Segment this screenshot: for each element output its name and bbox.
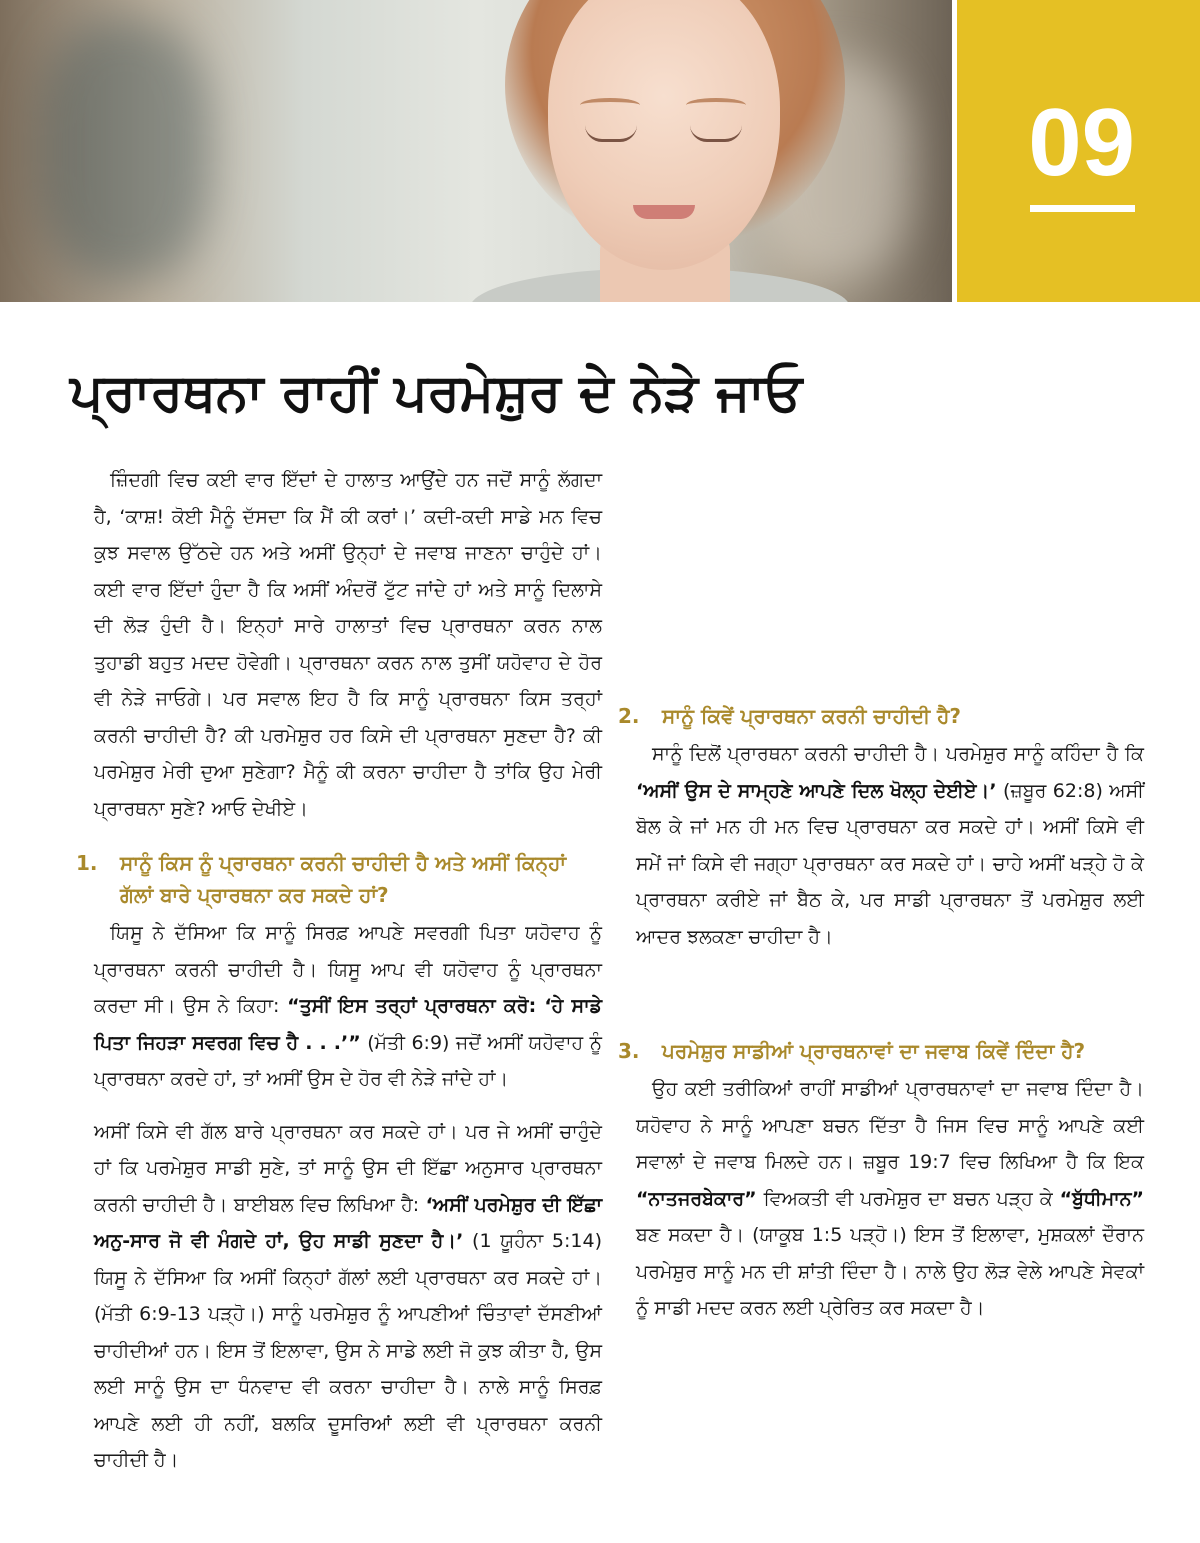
q3-text-c: ਬਣ ਸਕਦਾ ਹੈ। (ਯਾਕੂਬ 1:5 ਪੜ੍ਹੋ।) ਇਸ ਤੋਂ ਇਲਾਵਾ, ਮੁਸ਼ਕਲਾਂ ਦੌਰਾਨ ਪਰਮੇਸ਼ੁਰ ਸਾਨੂੰ ਮਨ ਦੀ ਸ਼ਾਂਤੀ ਦਿੰਦਾ ਹੈ। ਨਾਲੇ ਉਹ ਲੋੜ ਵੇਲੇ ਆਪਣੇ ਸੇਵਕਾਂ ਨੂੰ ਸਾਡੀ ਮਦਦ ਕਰਨ ਲਈ ਪ੍ਰੇਰਿਤ ਕਰ ਸਕਦਾ ਹੈ।	[636, 1224, 1144, 1319]
right-column-section-2	[618, 700, 1144, 955]
q3-text-b: ਵਿਅਕਤੀ ਵੀ ਪਰਮੇਸ਼ੁਰ ਦਾ ਬਚਨ ਪੜ੍ਹ ਕੇ	[756, 1187, 1060, 1210]
question-1-number: 1.	[76, 851, 98, 875]
question-2-heading	[618, 700, 1144, 732]
q3-quote-wise: “ਬੁੱਧੀਮਾਨ”	[1059, 1187, 1144, 1210]
question-1-paragraph-2-start	[94, 1114, 602, 1479]
question-2-paragraph	[636, 736, 1144, 955]
q3-quote-inexperienced: “ਨਾਤਜਰਬੇਕਾਰ”	[636, 1187, 757, 1210]
photo-smile	[633, 205, 695, 219]
q2-quote: ‘ਅਸੀਂ ਉਸ ਦੇ ਸਾਮ੍ਹਣੇ ਆਪਣੇ ਦਿਲ ਖੋਲ੍ਹ ਦੇਈਏ।’	[636, 779, 997, 802]
lesson-number: 09	[1028, 89, 1135, 196]
background-blur-left	[40, 20, 210, 280]
photo-brow-left	[580, 98, 640, 112]
q1-p2-text-b: (1 ਯੂਹੰਨਾ 5:14) ਯਿਸੂ ਨੇ ਦੱਸਿਆ ਕਿ ਅਸੀਂ ਕਿਨ੍ਹਾਂ ਗੱਲਾਂ ਲਈ ਪ੍ਰਾਰਥਨਾ ਕਰ ਸਕਦੇ ਹਾਂ। (ਮੱਤੀ 6:9-13 ਪੜ੍ਹੋ।) ਸਾਨੂੰ ਪਰਮੇਸ਼ੁਰ ਨੂੰ ਆਪਣੀਆਂ ਚਿੰਤਾਵਾਂ ਦੱਸਣੀਆਂ ਚਾਹੀਦੀਆਂ ਹਨ। ਇਸ ਤੋਂ ਇਲਾਵਾ, ਉਸ ਨੇ ਸਾਡੇ ਲਈ ਜੋ ਕੁਝ ਕੀਤਾ ਹੈ, ਉਸ ਲਈ ਸਾਨੂੰ ਉਸ ਦਾ ਧੰਨਵਾਦ ਵੀ ਕਰਨਾ ਚਾਹੀਦਾ ਹੈ। ਨਾਲੇ ਸਾਨੂੰ ਸਿਰਫ਼ ਆਪਣੇ ਲਈ ਹੀ ਨਹੀਂ, ਬਲਕਿ ਦੂਸਰਿਆਂ ਲਈ ਵੀ ਪ੍ਰਾਰਥਨਾ ਕਰਨੀ ਚਾਹੀਦੀ ਹੈ।	[94, 1230, 602, 1471]
question-3-text: ਪਰਮੇਸ਼ੁਰ ਸਾਡੀਆਂ ਪ੍ਰਾਰਥਨਾਵਾਂ ਦਾ ਜਵਾਬ ਕਿਵੇਂ ਦਿੰਦਾ ਹੈ?	[662, 1039, 1086, 1063]
q2-text-b: (ਜ਼ਬੂਰ 62:8) ਅਸੀਂ ਬੋਲ ਕੇ ਜਾਂ ਮਨ ਹੀ ਮਨ ਵਿਚ ਪ੍ਰਾਰਥਨਾ ਕਰ ਸਕਦੇ ਹਾਂ। ਅਸੀਂ ਕਿਸੇ ਵੀ ਸਮੇਂ ਜਾਂ ਕਿਸੇ ਵੀ ਜਗ੍ਹਾ ਪ੍ਰਾਰਥਨਾ ਕਰ ਸਕਦੇ ਹਾਂ। ਚਾਹੇ ਅਸੀਂ ਖੜ੍ਹੇ ਹੋ ਕੇ ਪ੍ਰਾਰਥਨਾ ਕਰੀਏ ਜਾਂ ਬੈਠ ਕੇ, ਪਰ ਸਾਡੀ ਪ੍ਰਾਰਥਨਾ ਤੋਂ ਪਰਮੇਸ਼ੁਰ ਲਈ ਆਦਰ ਝਲਕਣਾ ਚਾਹੀਦਾ ਹੈ।	[636, 779, 1144, 948]
question-2-number: 2.	[618, 704, 640, 728]
question-1-text: ਸਾਨੂੰ ਕਿਸ ਨੂੰ ਪ੍ਰਾਰਥਨਾ ਕਰਨੀ ਚਾਹੀਦੀ ਹੈ ਅਤੇ ਅਸੀਂ ਕਿਨ੍ਹਾਂ ਗੱਲਾਂ ਬਾਰੇ ਪ੍ਰਾਰਥਨਾ ਕਰ ਸਕਦੇ ਹਾਂ?	[120, 851, 567, 907]
q1-p2-quote: ‘ਅਸੀਂ ਪਰਮੇਸ਼ੁਰ ਦੀ ਇੱਛਾ ਅਨੁ-ਸਾਰ ਜੋ ਵੀ ਮੰਗਦੇ ਹਾਂ, ਉਹ ਸਾਡੀ ਸੁਣਦਾ ਹੈ।’	[94, 1193, 603, 1252]
question-3-paragraph	[636, 1071, 1144, 1327]
q2-text-a: ਸਾਨੂੰ ਦਿਲੋਂ ਪ੍ਰਾਰਥਨਾ ਕਰਨੀ ਚਾਹੀਦੀ ਹੈ। ਪਰਮੇਸ਼ੁਰ ਸਾਨੂੰ ਕਹਿੰਦਾ ਹੈ ਕਿ	[652, 743, 1144, 765]
question-1-heading	[76, 847, 602, 911]
lesson-number-underline	[1030, 205, 1135, 212]
left-column	[76, 462, 603, 1479]
photo-brow-right	[686, 98, 746, 112]
right-column-content	[618, 1039, 1144, 1327]
q3-text-a: ਉਹ ਕਈ ਤਰੀਕਿਆਂ ਰਾਹੀਂ ਸਾਡੀਆਂ ਪ੍ਰਾਰਥਨਾਵਾਂ ਦਾ ਜਵਾਬ ਦਿੰਦਾ ਹੈ। ਯਹੋਵਾਹ ਨੇ ਸਾਨੂੰ ਆਪਣਾ ਬਚਨ ਦਿੱਤਾ ਹੈ ਜਿਸ ਵਿਚ ਸਾਨੂੰ ਆਪਣੇ ਕਈ ਸਵਾਲਾਂ ਦੇ ਜਵਾਬ ਮਿਲਦੇ ਹਨ। ਜ਼ਬੂਰ 19:7 ਵਿਚ ਲਿਖਿਆ ਹੈ ਕਿ ਇਕ	[636, 1078, 1144, 1173]
intro-paragraph: ਜ਼ਿੰਦਗੀ ਵਿਚ ਕਈ ਵਾਰ ਇੱਦਾਂ ਦੇ ਹਾਲਾਤ ਆਉਂਦੇ ਹਨ ਜਦੋਂ ਸਾਨੂੰ ਲੱਗਦਾ ਹੈ, ‘ਕਾਸ਼! ਕੋਈ ਮੈਨੂੰ ਦੱਸਦਾ ਕਿ ਮੈਂ ਕੀ ਕਰਾਂ।’ ਕਦੀ-ਕਦੀ ਸਾਡੇ ਮਨ ਵਿਚ ਕੁਝ ਸਵਾਲ ਉੱਠਦੇ ਹਨ ਅਤੇ ਅਸੀਂ ਉਨ੍ਹਾਂ ਦੇ ਜਵਾਬ ਜਾਣਨਾ ਚਾਹੁੰਦੇ ਹਾਂ। ਕਈ ਵਾਰ ਇੱਦਾਂ ਹੁੰਦਾ ਹੈ ਕਿ ਅਸੀਂ ਅੰਦਰੋਂ ਟੁੱਟ ਜਾਂਦੇ ਹਾਂ ਅਤੇ ਸਾਨੂੰ ਦਿਲਾਸੇ ਦੀ ਲੋੜ ਹੁੰਦੀ ਹੈ। ਇਨ੍ਹਾਂ ਸਾਰੇ ਹਾਲਾਤਾਂ ਵਿਚ ਪ੍ਰਾਰਥਨਾ ਕਰਨ ਨਾਲ ਤੁਹਾਡੀ ਬਹੁਤ ਮਦਦ ਹੋਵੇਗੀ। ਪ੍ਰਾਰਥਨਾ ਕਰਨ ਨਾਲ ਤੁਸੀਂ ਯਹੋਵਾਹ ਦੇ ਹੋਰ ਵੀ ਨੇੜੇ ਜਾਓਗੇ। ਪਰ ਸਵਾਲ ਇਹ ਹੈ ਕਿ ਸਾਨੂੰ ਪ੍ਰਾਰਥਨਾ ਕਿਸ ਤਰ੍ਹਾਂ ਕਰਨੀ ਚਾਹੀਦੀ ਹੈ? ਕੀ ਪਰਮੇਸ਼ੁਰ ਹਰ ਕਿਸੇ ਦੀ ਪ੍ਰਾਰਥਨਾ ਸੁਣਦਾ ਹੈ? ਕੀ ਪਰਮੇਸ਼ੁਰ ਮੇਰੀ ਦੁਆ ਸੁਣੇਗਾ? ਮੈਨੂੰ ਕੀ ਕਰਨਾ ਚਾਹੀਦਾ ਹੈ ਤਾਂਕਿ ਉਹ ਮੇਰੀ ਪ੍ਰਾਰਥਨਾ ਸੁਣੇ? ਆਓ ਦੇਖੀਏ।	[94, 469, 602, 820]
q1-p1-text-a: ਯਿਸੂ ਨੇ ਦੱਸਿਆ ਕਿ ਸਾਨੂੰ ਸਿਰਫ਼ ਆਪਣੇ ਸਵਰਗੀ ਪਿਤਾ ਯਹੋਵਾਹ ਨੂੰ ਪ੍ਰਾਰਥਨਾ ਕਰਨੀ ਚਾਹੀਦੀ ਹੈ। ਯਿਸੂ ਆਪ ਵੀ ਯਹੋਵਾਹ ਨੂੰ ਪ੍ਰਾਰਥਨਾ ਕਰਦਾ ਸੀ। ਉਸ ਨੇ ਕਿਹਾ:	[94, 922, 602, 1017]
question-3-heading	[618, 1035, 1144, 1067]
hero-photo	[0, 0, 952, 302]
question-1-paragraph-1	[94, 915, 602, 1098]
q1-p2-text-a: ਅਸੀਂ ਕਿਸੇ ਵੀ ਗੱਲ ਬਾਰੇ ਪ੍ਰਾਰਥਨਾ ਕਰ ਸਕਦੇ ਹਾਂ। ਪਰ ਜੇ ਅਸੀਂ ਚਾਹੁੰਦੇ ਹਾਂ ਕਿ ਪਰਮੇਸ਼ੁਰ ਸਾਡੀ ਸੁਣੇ, ਤਾਂ ਸਾਨੂੰ ਉਸ ਦੀ ਇੱਛਾ ਅਨੁਸਾਰ ਪ੍ਰਾਰਥਨਾ ਕਰਨੀ ਚਾਹੀਦੀ ਹੈ। ਬਾਈਬਲ ਵਿਚ ਲਿਖਿਆ ਹੈ:	[94, 1120, 602, 1216]
lesson-number-box	[957, 0, 1200, 302]
question-3-number: 3.	[618, 1039, 640, 1063]
page-title: ਪ੍ਰਾਰਥਨਾ ਰਾਹੀਂ ਪਰਮੇਸ਼ੁਰ ਦੇ ਨੇੜੇ ਜਾਓ	[70, 363, 803, 423]
question-2-text: ਸਾਨੂੰ ਕਿਵੇਂ ਪ੍ਰਾਰਥਨਾ ਕਰਨੀ ਚਾਹੀਦੀ ਹੈ?	[662, 704, 961, 728]
q1-p1-quote: “ਤੁਸੀਂ ਇਸ ਤਰ੍ਹਾਂ ਪ੍ਰਾਰਥਨਾ ਕਰੋ: ‘ਹੇ ਸਾਡੇ ਪਿਤਾ ਜਿਹੜਾ ਸਵਰਗ ਵਿਚ ਹੈ . . .’”	[94, 995, 602, 1054]
q1-p1-text-b: (ਮੱਤੀ 6:9) ਜਦੋਂ ਅਸੀਂ ਯਹੋਵਾਹ ਨੂੰ ਪ੍ਰਾਰਥਨਾ ਕਰਦੇ ਹਾਂ, ਤਾਂ ਅਸੀਂ ਉਸ ਦੇ ਹੋਰ ਵੀ ਨੇੜੇ ਜਾਂਦੇ ਹਾਂ।	[94, 1031, 602, 1090]
